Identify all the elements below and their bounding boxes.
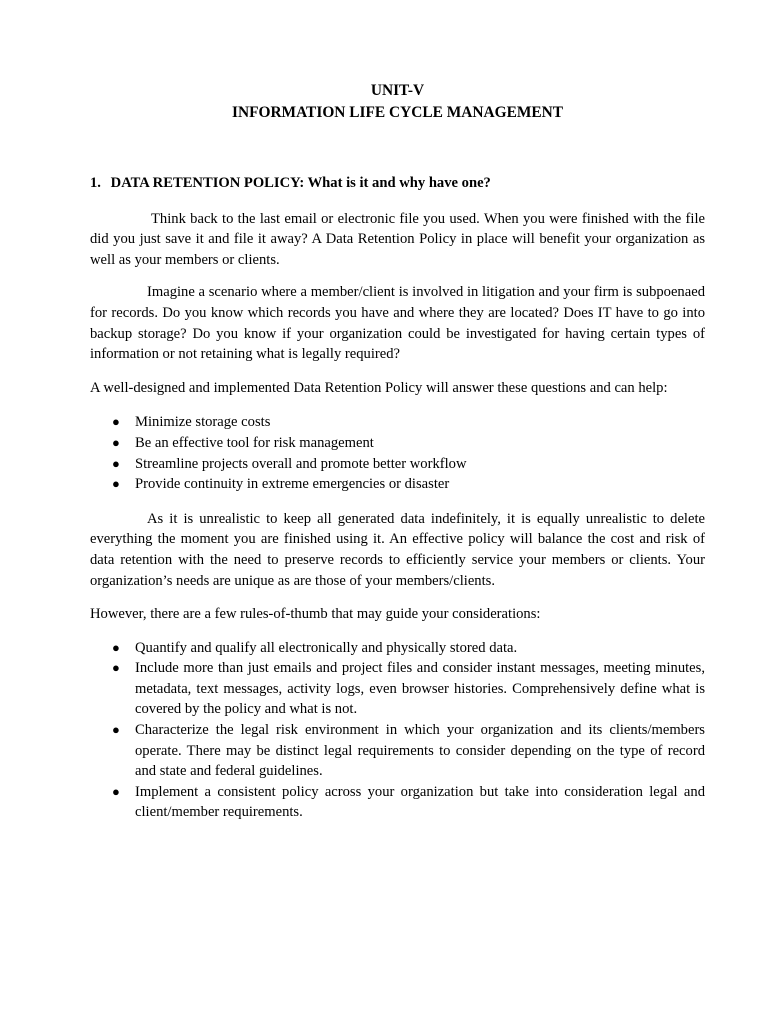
list-item: ● Include more than just emails and project files and consider instant messages, meeting minutes, metadata, text messages, activity logs, even browser histories. Comprehensively define what is covered by the policy and what is not.	[112, 660, 705, 718]
section-number: 1.	[90, 175, 101, 191]
bullet-icon: ●	[112, 660, 120, 676]
bullet-icon: ●	[112, 783, 120, 799]
paragraph-intro: Think back to the last email or electronic file you used. When you were finished with the file did you just save it and file it away? A Data Retention Policy in place will benefit your organization as well as your members or clients.	[90, 210, 705, 268]
list-item: ● Streamline projects overall and promote better workflow	[90, 454, 705, 475]
bullet-icon: ●	[112, 434, 120, 450]
unit-label: UNIT-V	[370, 82, 425, 99]
list-item: ● Implement a consistent policy across your organization but take into consideration legal and client/member requirements.	[112, 783, 705, 821]
section-heading-text: DATA RETENTION POLICY: What is it and why have one?	[110, 175, 491, 191]
bullet-icon: ●	[112, 414, 120, 430]
bullet-icon: ●	[112, 722, 120, 738]
document-content	[90, 80, 705, 823]
paragraph-balance: As it is unrealistic to keep all generated data indefinitely, it is equally unrealistic to delete everything the moment you are finished using it. An effective policy will balance the cost and risk of data retention with the need to preserve records to efficiently service your members or clients. Your organization’s needs are unique as are those of your members/clients.	[90, 510, 705, 589]
list-item: ● Minimize storage costs	[90, 412, 705, 433]
paragraph-rules-of-thumb: However, there are a few rules-of-thumb that may guide your considerations:	[90, 606, 541, 623]
paragraph-scenario: Imagine a scenario where a member/client is involved in litigation and your firm is subpoenaed for records. Do you know which records you have and where they are located? Does IT have to go into backup storage? Do you know if your organization could be investigated for having certain types of information or not retaining what is legally required?	[90, 284, 705, 363]
list-item: ● Characterize the legal risk environment in which your organization and its clients/members operate. There may be distinct legal requirements to consider depending on the type of record and state and federal guidelines.	[112, 722, 705, 780]
bullet-icon: ●	[112, 639, 120, 655]
section-heading	[90, 173, 705, 194]
list-item: ● Quantify and qualify all electronically and physically stored data.	[90, 638, 705, 659]
benefits-list	[90, 412, 705, 494]
bullet-icon: ●	[112, 476, 120, 492]
bullet-icon: ●	[112, 455, 120, 471]
page-title: INFORMATION LIFE CYCLE MANAGEMENT	[231, 104, 564, 121]
list-item: ● Provide continuity in extreme emergencies or disaster	[90, 474, 705, 495]
paragraph-policy-help: A well-designed and implemented Data Retention Policy will answer these questions and can help:	[90, 379, 668, 396]
rules-list	[90, 638, 705, 823]
list-item: ● Be an effective tool for risk management	[90, 433, 705, 454]
